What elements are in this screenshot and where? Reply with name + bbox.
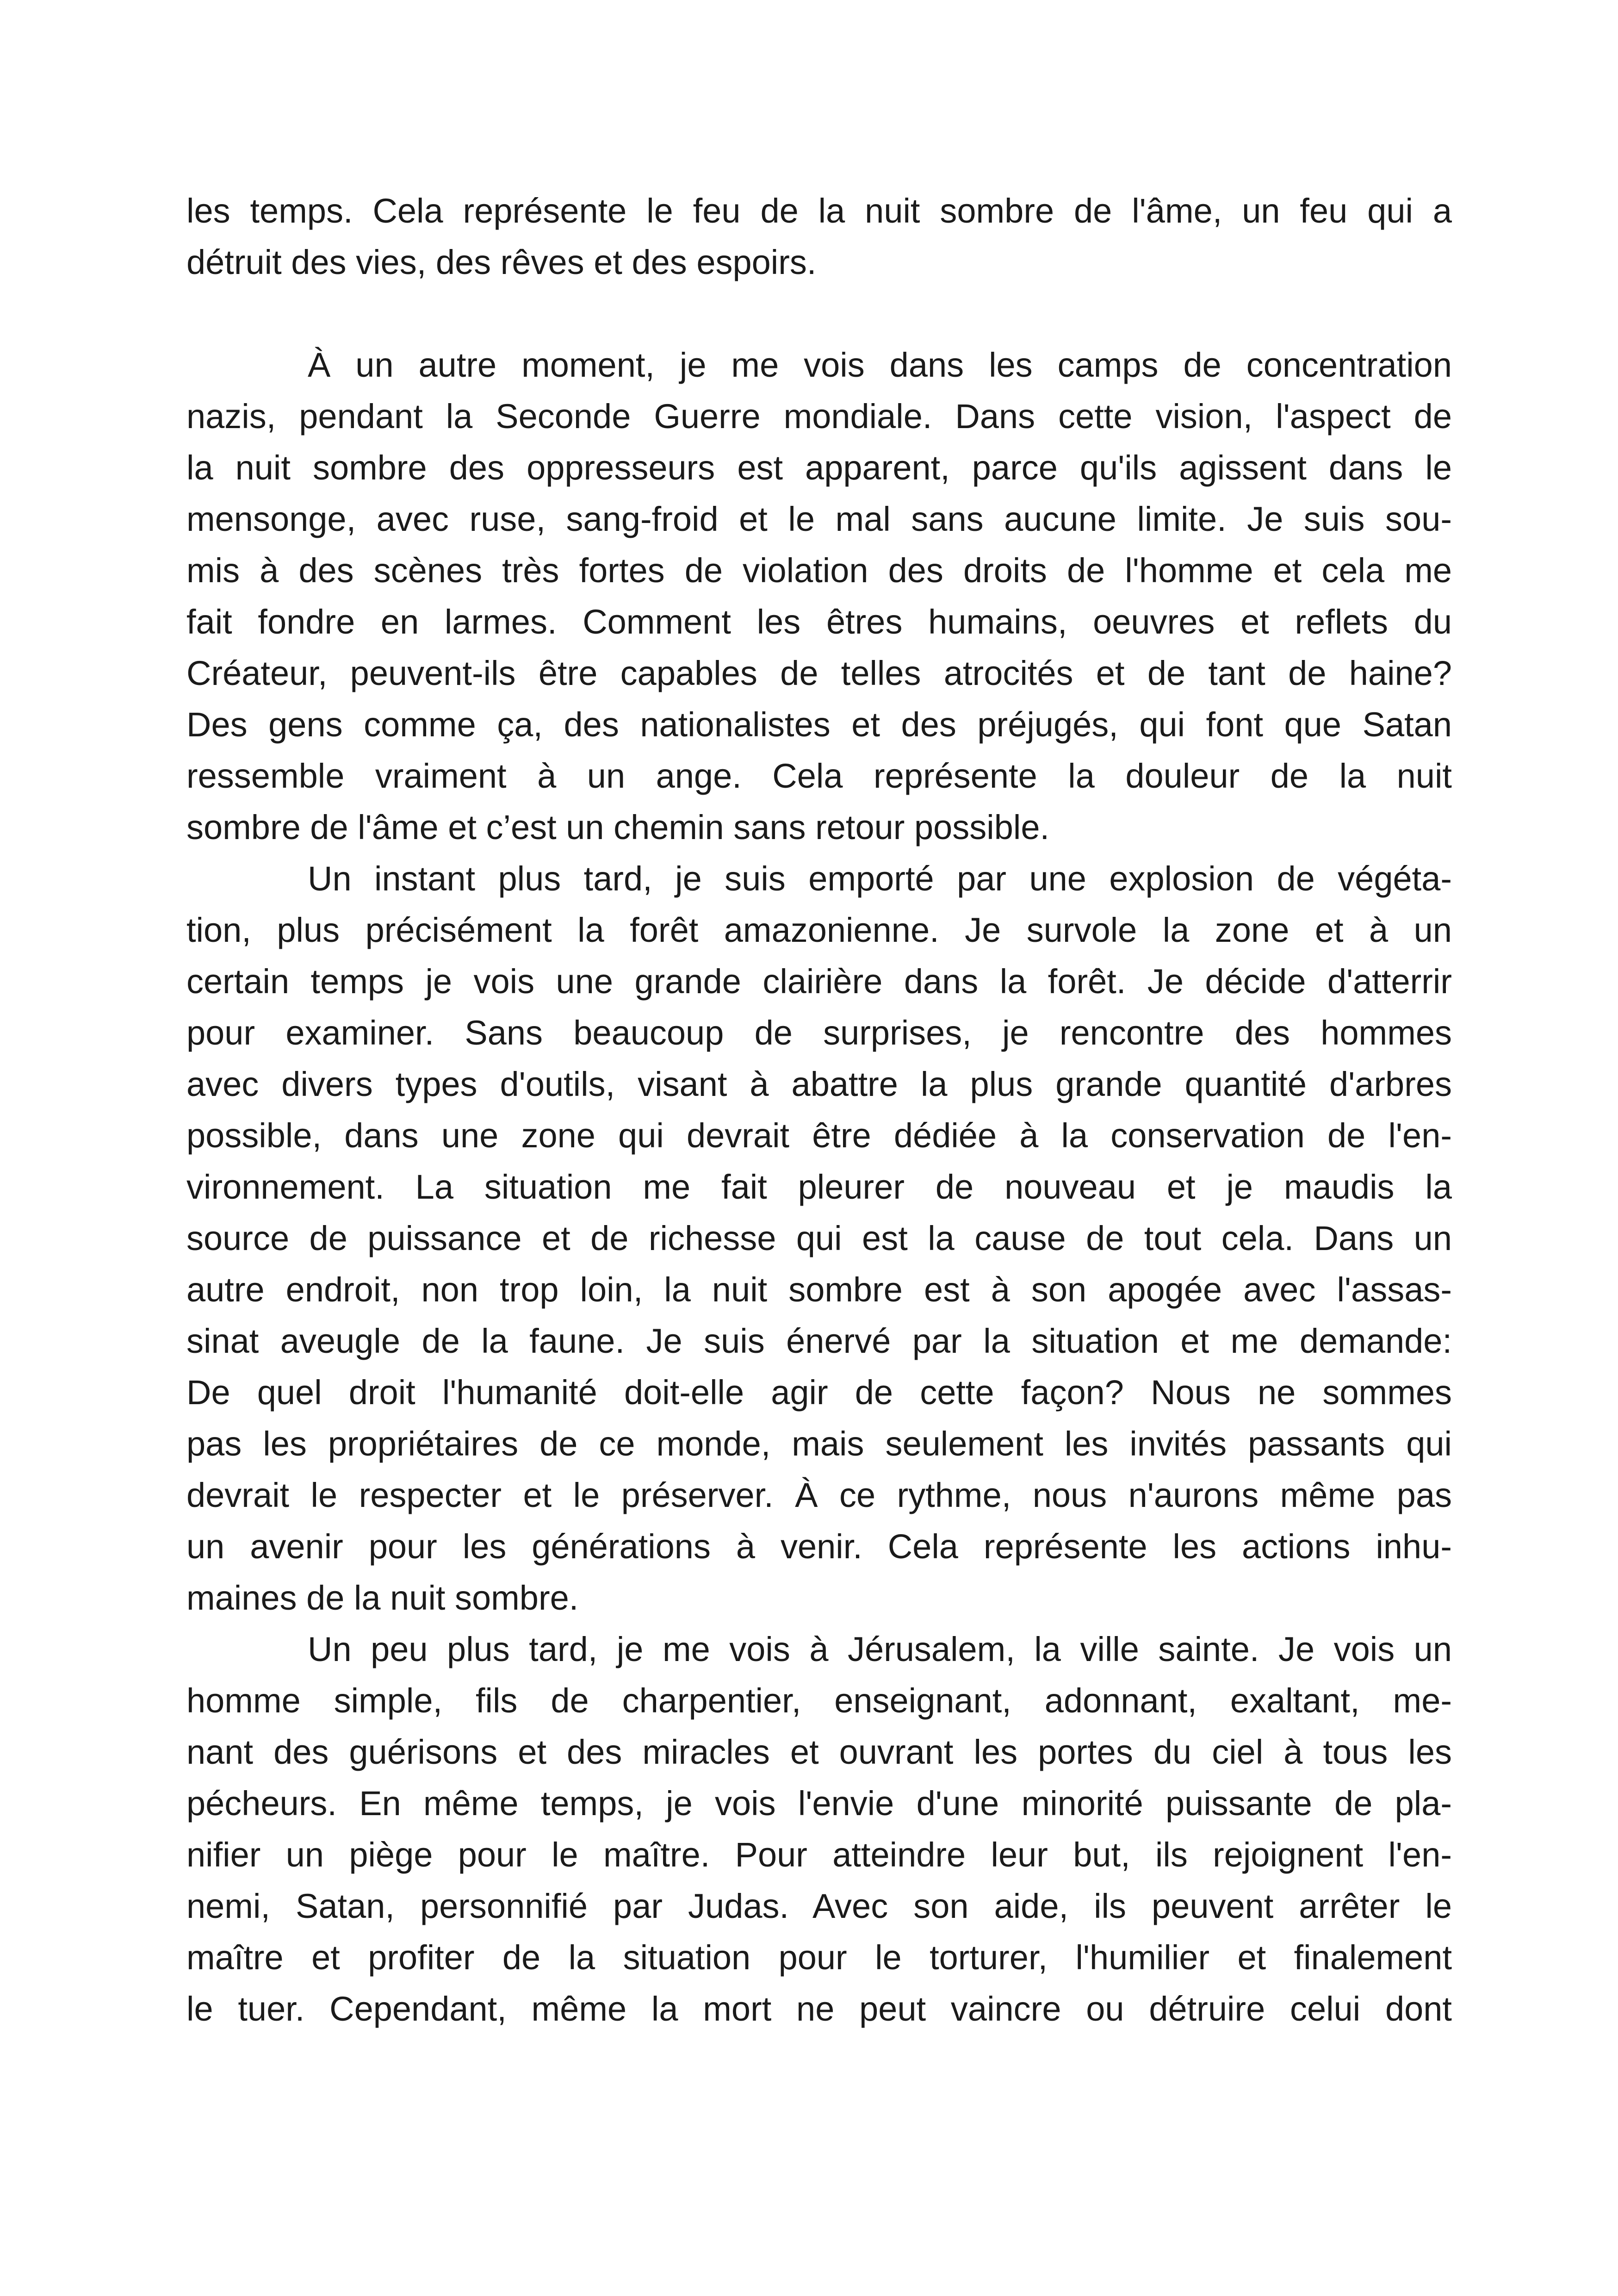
text-line: tion, plus précisément la forêt amazonienne. Je survole la zone et à un bbox=[186, 911, 1452, 949]
text-line: certain temps je vois une grande clairière dans la forêt. Je décide d'atterrir bbox=[186, 962, 1452, 1001]
text-line: sinat aveugle de la faune. Je suis énervé par la situation et me demande: bbox=[186, 1322, 1452, 1360]
text-line: vironnement. La situation me fait pleurer de nouveau et je maudis la bbox=[186, 1168, 1452, 1206]
paragraph-1 bbox=[186, 185, 1452, 288]
text-line: pour examiner. Sans beaucoup de surprises, je rencontre des hommes bbox=[186, 1014, 1452, 1052]
text-line: nazis, pendant la Seconde Guerre mondiale. Dans cette vision, l'aspect de bbox=[186, 397, 1452, 436]
text-line: ressemble vraiment à un ange. Cela représente la douleur de la nuit bbox=[186, 757, 1452, 795]
text-line: De quel droit l'humanité doit-elle agir de cette façon? Nous ne sommes bbox=[186, 1373, 1452, 1412]
paragraph-4 bbox=[186, 1624, 1452, 2035]
text-line: maines de la nuit sombre. bbox=[186, 1579, 579, 1617]
text-line: Des gens comme ça, des nationalistes et des préjugés, qui font que Satan bbox=[186, 705, 1452, 744]
text-line: nifier un piège pour le maître. Pour atteindre leur but, ils rejoignent l'en- bbox=[186, 1836, 1452, 1874]
text-line: la nuit sombre des oppresseurs est apparent, parce qu'ils agissent dans le bbox=[186, 448, 1452, 487]
text-line: Un peu plus tard, je me vois à Jérusalem, la ville sainte. Je vois un bbox=[308, 1630, 1452, 1668]
text-line: mensonge, avec ruse, sang-froid et le mal sans aucune limite. Je suis sou- bbox=[186, 500, 1452, 538]
text-line: nant des guérisons et des miracles et ouvrant les portes du ciel à tous les bbox=[186, 1733, 1452, 1771]
text-line: détruit des vies, des rêves et des espoirs. bbox=[186, 243, 817, 281]
text-line: fait fondre en larmes. Comment les êtres humains, oeuvres et reflets du bbox=[186, 603, 1452, 641]
text-line: un avenir pour les générations à venir. Cela représente les actions inhu- bbox=[186, 1527, 1452, 1566]
text-line: sombre de l'âme et c’est un chemin sans retour possible. bbox=[186, 808, 1050, 846]
text-line: avec divers types d'outils, visant à abattre la plus grande quantité d'arbres bbox=[186, 1065, 1452, 1103]
paragraph-gap bbox=[186, 288, 1452, 339]
text-line: nemi, Satan, personnifié par Judas. Avec son aide, ils peuvent arrêter le bbox=[186, 1887, 1452, 1925]
text-line: possible, dans une zone qui devrait être dédiée à la conservation de l'en- bbox=[186, 1116, 1452, 1155]
paragraph-3 bbox=[186, 853, 1452, 1624]
text-line: autre endroit, non trop loin, la nuit sombre est à son apogée avec l'assas- bbox=[186, 1270, 1452, 1309]
text-line: maître et profiter de la situation pour le torturer, l'humilier et finalement bbox=[186, 1938, 1452, 1977]
text-line: pas les propriétaires de ce monde, mais seulement les invités passants qui bbox=[186, 1425, 1452, 1463]
paragraph-2 bbox=[186, 339, 1452, 853]
text-line: mis à des scènes très fortes de violation des droits de l'homme et cela me bbox=[186, 551, 1452, 590]
text-line: homme simple, fils de charpentier, enseignant, adonnant, exaltant, me- bbox=[186, 1681, 1452, 1720]
text-line: le tuer. Cependant, même la mort ne peut vaincre ou détruire celui dont bbox=[186, 1990, 1452, 2028]
text-line: Un instant plus tard, je suis emporté par une explosion de végéta- bbox=[308, 859, 1452, 898]
text-line: pécheurs. En même temps, je vois l'envie d'une minorité puissante de pla- bbox=[186, 1784, 1452, 1823]
text-line: les temps. Cela représente le feu de la nuit sombre de l'âme, un feu qui a bbox=[186, 192, 1452, 230]
text-line: devrait le respecter et le préserver. À ce rythme, nous n'aurons même pas bbox=[186, 1476, 1452, 1514]
text-line: À un autre moment, je me vois dans les camps de concentration bbox=[308, 346, 1452, 384]
text-line: Créateur, peuvent-ils être capables de telles atrocités et de tant de haine? bbox=[186, 654, 1452, 692]
body-text bbox=[186, 185, 1452, 2035]
text-line: source de puissance et de richesse qui est la cause de tout cela. Dans un bbox=[186, 1219, 1452, 1257]
